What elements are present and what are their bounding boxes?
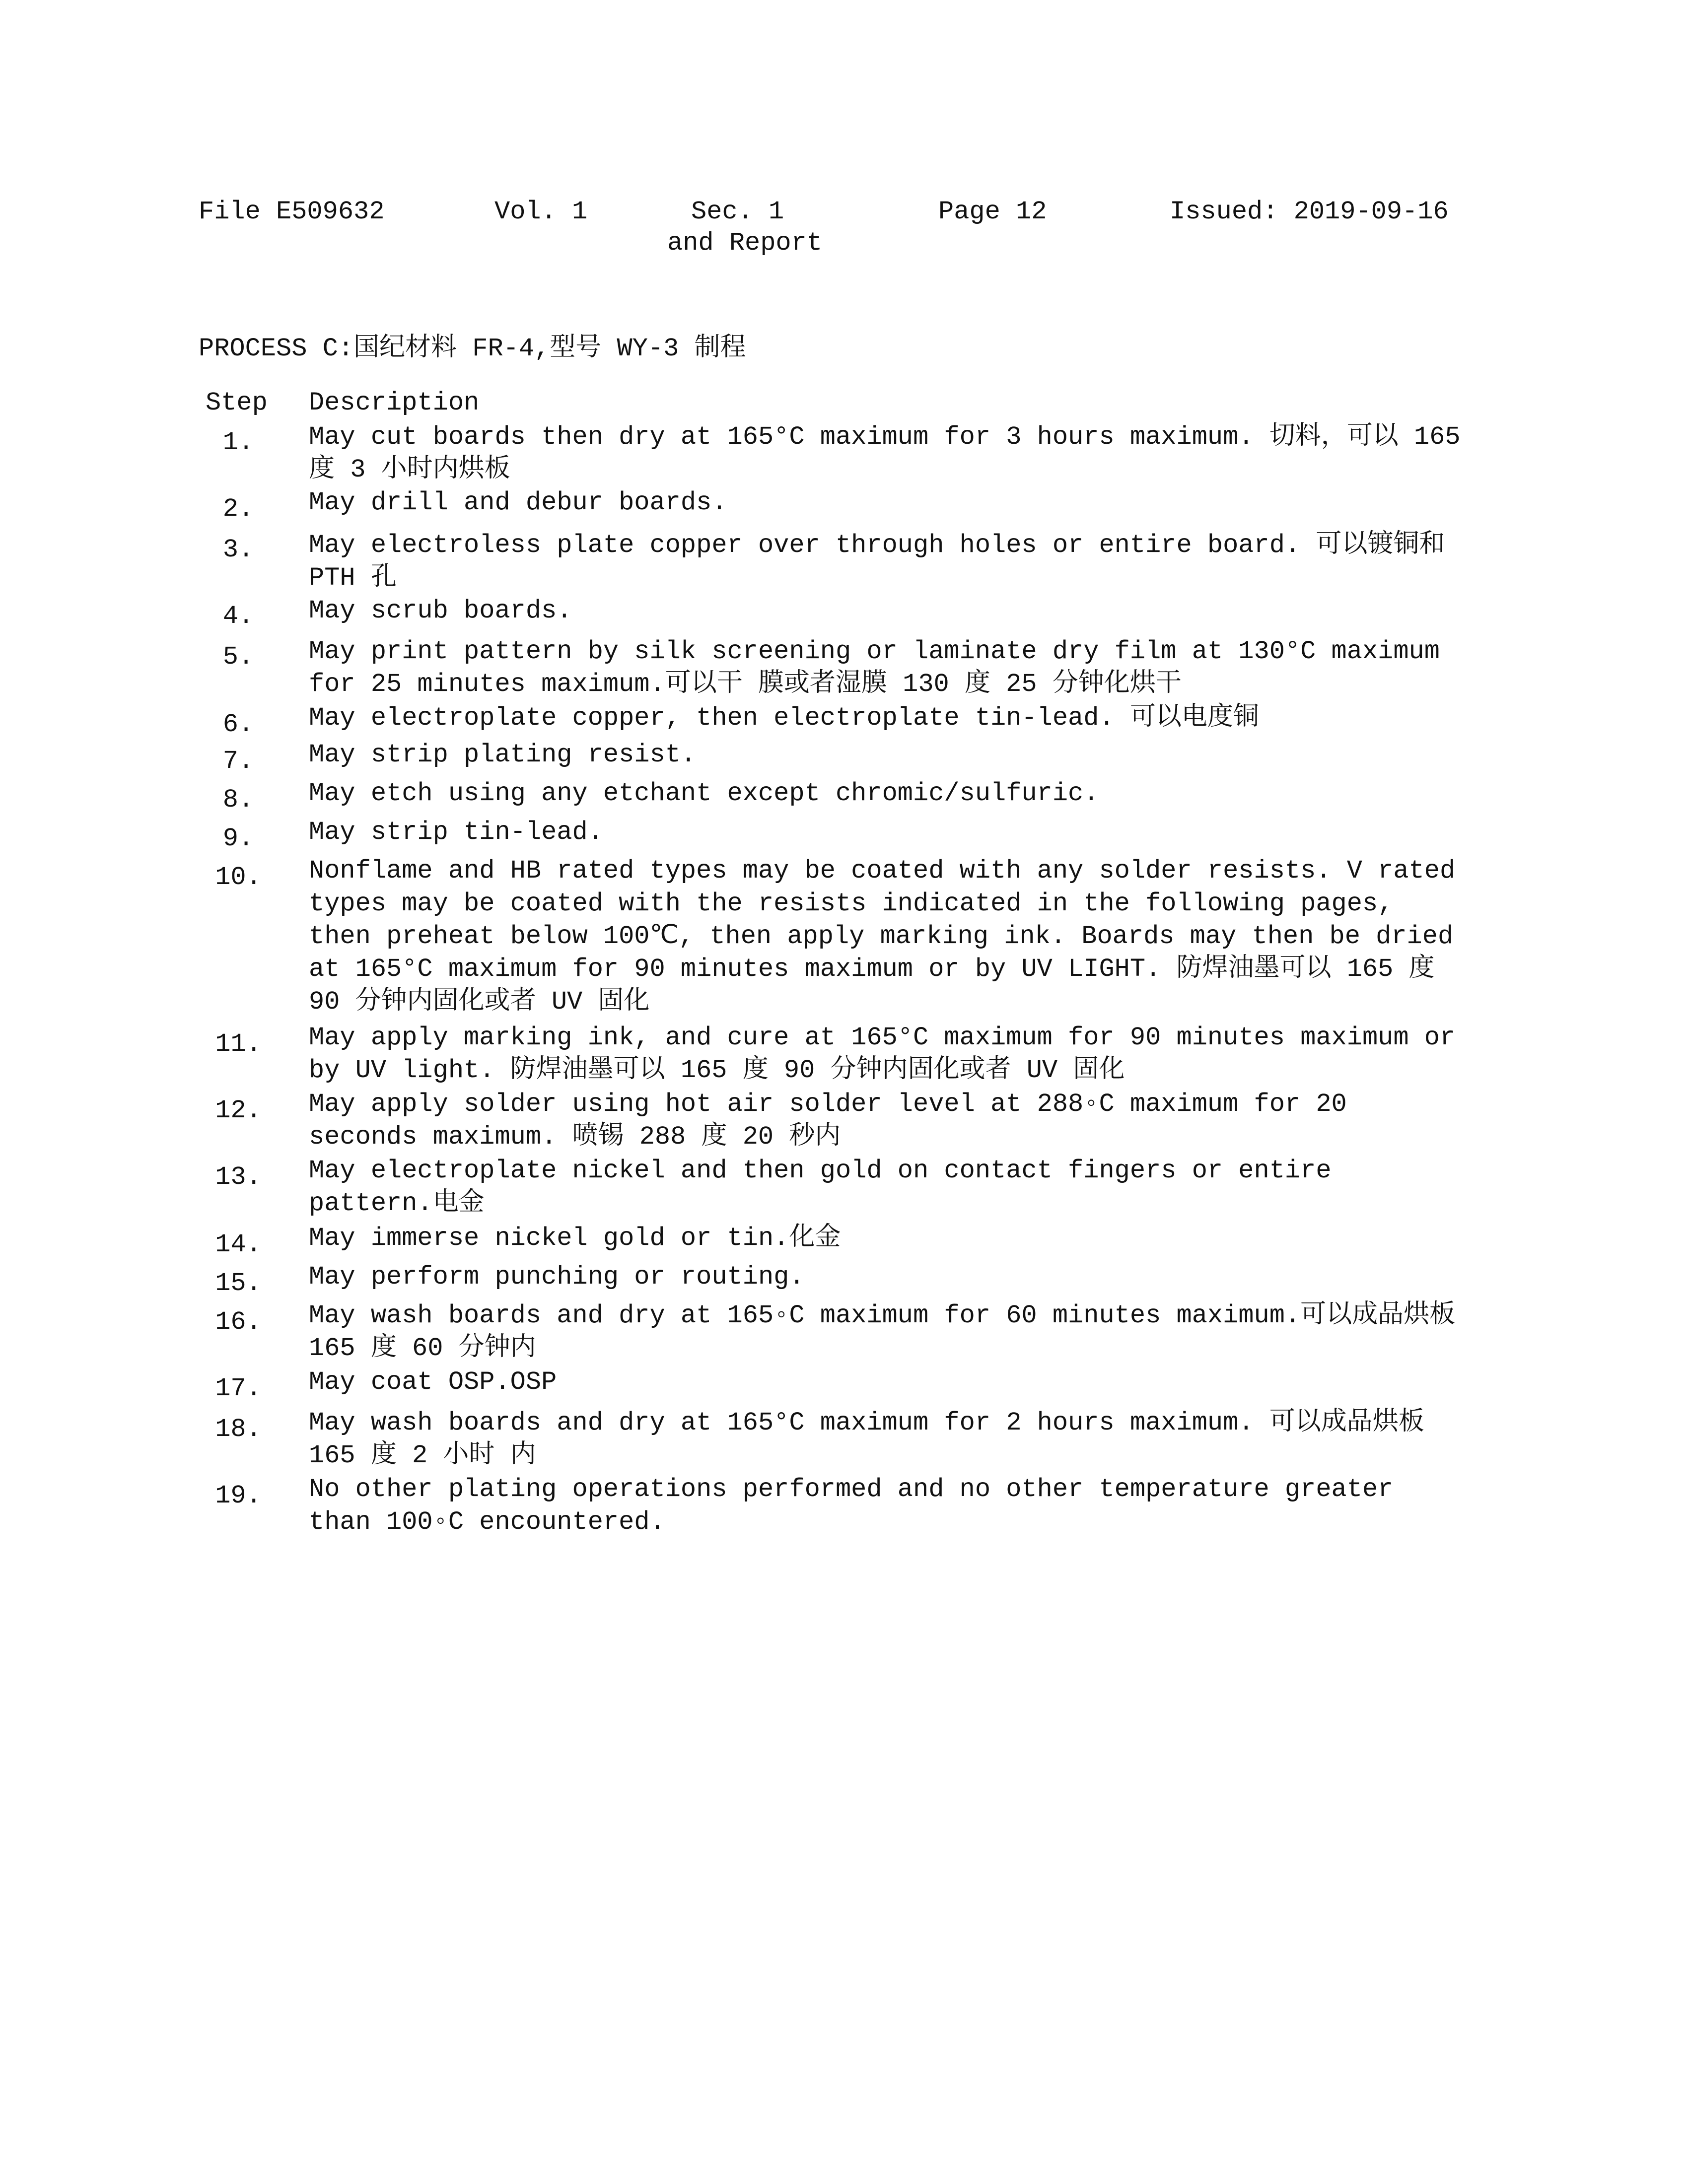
step-number: 7. — [222, 747, 254, 776]
step-description: May electroplate copper, then electroplate tin-lead. 可以电度铜 — [309, 703, 1259, 733]
step-number: 18. — [215, 1415, 262, 1444]
step-description: May immerse nickel gold or tin.化金 — [309, 1224, 841, 1253]
step-description: May print pattern by silk screening or laminate dry film at 130°C maximum for 25 minutes maximum.可以干 膜或者湿膜 130 度 25 分钟化烘干 — [309, 637, 1440, 699]
step-number: 16. — [215, 1307, 262, 1337]
step-description: May apply marking ink, and cure at 165°C maximum for 90 minutes maximum or by UV light. 防焊油墨可以 165 度 90 分钟内固化或者 UV 固化 — [309, 1023, 1456, 1085]
step-number: 14. — [215, 1230, 262, 1259]
step-description: May strip plating resist. — [309, 740, 697, 769]
step-description: May perform punching or routing. — [309, 1262, 805, 1292]
step-number: 1. — [222, 428, 254, 457]
step-number: 8. — [222, 785, 254, 815]
step-number: 9. — [222, 824, 254, 853]
step-number: 4. — [222, 602, 254, 631]
step-description: May electroless plate copper over through holes or entire board. 可以镀铜和 PTH 孔 — [309, 531, 1445, 593]
column-header-step: Step — [206, 388, 268, 417]
step-description: May cut boards then dry at 165°C maximum for 3 hours maximum. 切料，可以 165 度 3 小时内烘板 — [309, 422, 1461, 484]
step-description: May etch using any etchant except chromic/sulfuric. — [309, 779, 1099, 808]
page-number: Page 12 — [938, 197, 1047, 226]
step-number: 13. — [215, 1162, 262, 1192]
step-number: 5. — [222, 642, 254, 672]
section-subtitle: and Report — [667, 228, 823, 258]
step-number: 17. — [215, 1374, 262, 1403]
step-number: 10. — [215, 863, 262, 892]
step-description: May coat OSP.OSP — [309, 1367, 557, 1397]
step-number: 12. — [215, 1096, 262, 1125]
step-number: 2. — [222, 494, 254, 524]
step-number: 6. — [222, 710, 254, 739]
section-number: Sec. 1 — [691, 197, 784, 226]
step-number: 3. — [222, 535, 254, 564]
volume-number: Vol. 1 — [494, 197, 588, 226]
process-title: PROCESS C:国纪材料 FR-4,型号 WY-3 制程 — [199, 334, 746, 363]
step-description: May drill and debur boards. — [309, 488, 727, 517]
step-description: May electroplate nickel and then gold on contact fingers or entire pattern.电金 — [309, 1156, 1332, 1218]
step-description: May strip tin-lead. — [309, 818, 603, 847]
step-description: No other plating operations performed and no other temperature greater than 100◦C encountered. — [309, 1475, 1394, 1537]
step-description: Nonflame and HB rated types may be coated with any solder resists. V rated types may be coated with the resists indicated in the following pages, then preheat below 100℃, then apply marking ink. Boards may then be dried at 165°C maximum for 90 minutes maximum or by UV LIGHT. 防焊油墨可以 165 度 90 分钟内固化或者 UV 固化 — [309, 856, 1456, 1017]
step-number: 11. — [215, 1029, 262, 1059]
issued-date: Issued: 2019-09-16 — [1170, 197, 1449, 226]
file-number: File E509632 — [199, 197, 385, 226]
step-description: May scrub boards. — [309, 596, 572, 625]
step-description: May wash boards and dry at 165◦C maximum for 60 minutes maximum.可以成品烘板 165 度 60 分钟内 — [309, 1301, 1456, 1363]
column-header-description: Description — [309, 388, 480, 417]
step-number: 19. — [215, 1481, 262, 1510]
step-description: May wash boards and dry at 165°C maximum for 2 hours maximum. 可以成品烘板 165 度 2 小时 内 — [309, 1408, 1424, 1470]
step-number: 15. — [215, 1269, 262, 1298]
step-description: May apply solder using hot air solder level at 288◦C maximum for 20 seconds maximum. 喷锡 288 度 20 秒内 — [309, 1090, 1347, 1152]
